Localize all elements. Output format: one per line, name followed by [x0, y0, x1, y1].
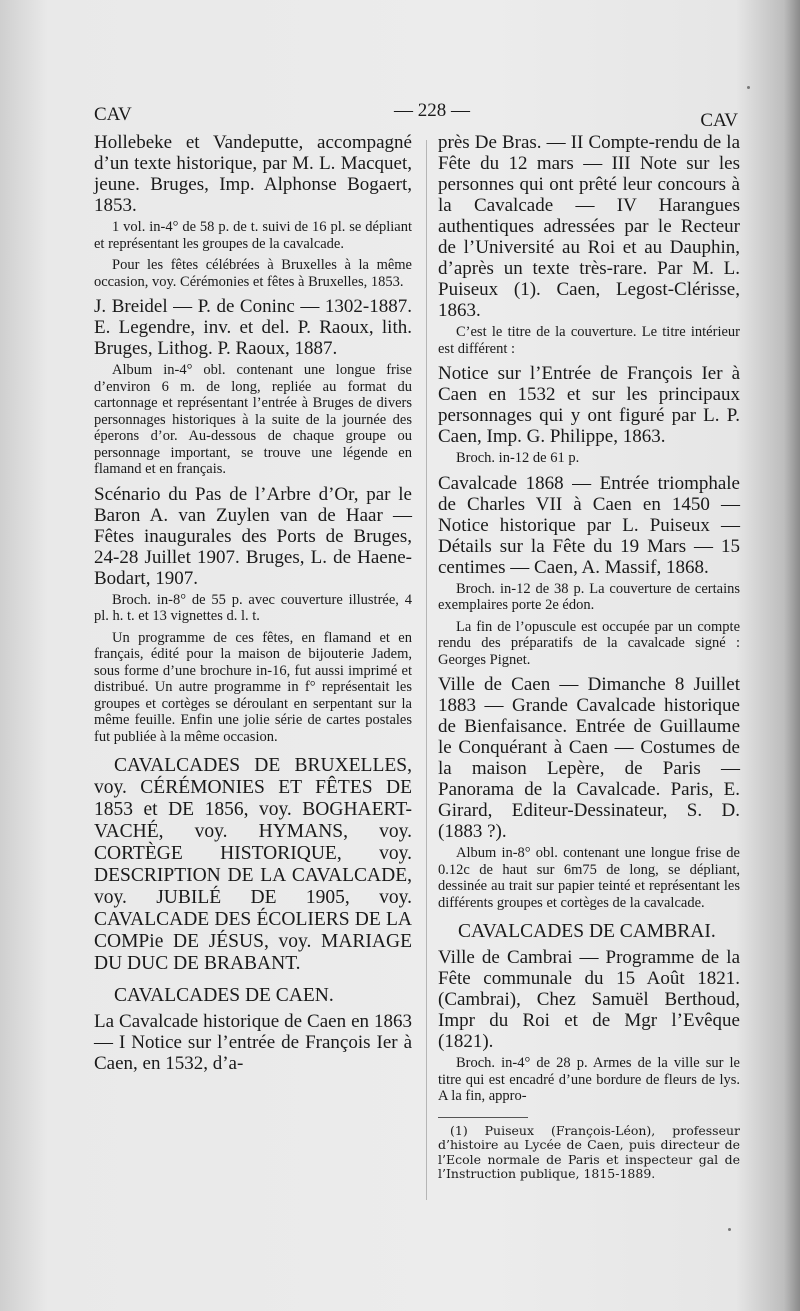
right-column — [438, 132, 740, 1182]
entry-heading: La Cavalcade historique de Caen en 1863 — I Notice sur l’entrée de François Ier à Caen, en 1532, d’a- — [94, 1011, 412, 1074]
entry-note: 1 vol. in-4° de 58 p. de t. suivi de 16 pl. se dépliant et représentant les groupes de la cavalcade. — [94, 219, 412, 252]
entry-note: Album in-8° obl. contenant une longue frise de 0.12c de haut sur 6m75 de long, se dépliant, dessinée au trait sur papier teinté et représentant les différents groupes et cortèges de la cavalcade. — [438, 845, 740, 911]
entry-heading: Ville de Caen — Dimanche 8 Juillet 1883 — Grande Cavalcade historique de Bienfaisance. Entrée de Guillaume le Conquérant à Caen — Costumes de la maison Lepère, de Paris — Panorama de la Cavalcade. Paris, E. Girard, Editeur-Dessinateur, S. D. (1883 ?). — [438, 674, 740, 842]
entry-note: Broch. in-4° de 28 p. Armes de la ville sur le titre qui est encadré d’une bordure de fleurs de lys. A la fin, appro- — [438, 1055, 740, 1104]
entry-note: Broch. in-12 de 61 p. — [456, 450, 580, 466]
entry-cavalcade-1868 — [438, 473, 740, 669]
footnote-rule — [438, 1117, 528, 1118]
entry-note: C’est le titre de la couverture. Le titre intérieur est différent : — [438, 324, 740, 357]
section-heading-caen: CAVALCADES DE CAEN. — [114, 985, 334, 1006]
entry-caen-1883 — [438, 674, 740, 911]
entry-note: Un programme de ces fêtes, en flamand et en français, édité pour la maison de bijouterie Jadem, sous forme d’une brochure in-16, fut aussi imprimé et distribué. Un autre programme in f° représentait les groupes et cortèges se déroulant en serpentant sur la même feuille. Enfin une jolie série de cartes postales fut publiée à la même occasion. — [94, 629, 412, 745]
entry-heading: Hollebeke et Vandeputte, accompagné d’un texte historique, par M. L. Macquet, jeune. Bruges, Imp. Alphonse Bogaert, 1853. — [94, 132, 412, 216]
paper-speck — [728, 1228, 731, 1231]
entry-caen-1863-cont — [438, 132, 740, 357]
section-heading-cambrai: CAVALCADES DE CAMBRAI. — [458, 921, 716, 942]
entry-note: Broch. in-8° de 55 p. avec couverture illustrée, 4 pl. h. t. et 13 vignettes d. l. t. — [94, 591, 412, 624]
entry-heading: Ville de Cambrai — Programme de la Fête communale du 15 Août 1821. (Cambrai), Chez Samuël Berthoud, Impr du Roi et de Mgr l’Evêque (1821). — [438, 947, 740, 1052]
entry-heading: Cavalcade 1868 — Entrée triomphale de Charles VII à Caen en 1450 — Notice historique par L. Puiseux — Détails sur la Fête du 19 Mars — 15 centimes — Caen, A. Massif, 1868. — [438, 472, 740, 578]
entry-heading-continued: près De Bras. — II Compte-rendu de la Fête du 12 mars — III Note sur les personnes qui ont prêté leur concours à la Cavalcade — IV Harangues authentiques adressées par le Recteur de l’Université au Roi et au Dauphin, d’après un texte très-rare. Par M. L. Puiseux (1). Caen, Legost-Clérisse, 1863. — [438, 132, 740, 321]
header-right: CAV — [700, 110, 738, 131]
left-column — [94, 132, 412, 1080]
section-heading-bruxelles: CAVALCADES DE BRUXELLES, voy. CÉRÉMONIES ET FÊTES DE 1853 et DE 1856, voy. BOGHAERT-VACHÉ, voy. HYMANS, voy. CORTÈGE HISTORIQUE, voy. DESCRIPTION DE LA CAVALCADE, voy. JUBILÉ DE 1905, voy. CAVALCADE DES ÉCOLIERS DE LA COMPie DE JÉSUS, voy. MARIAGE DU DUC DE BRABANT. — [94, 755, 412, 974]
entry-arbre-dor — [94, 484, 412, 746]
entry-notice-francois — [438, 363, 740, 467]
entry-note: Album in-4° obl. contenant une longue frise d’environ 6 m. de long, repliée au format du cartonnage et représentant l’entrée à Bruges de divers personnages historiques à la suite de la journée des éperons d’or. Au-dessous de chaque groupe ou personnage important, se trouve une légende en flamand et en français. — [94, 362, 412, 477]
footnote: (1) Puiseux (François-Léon), professeur d’histoire au Lycée de Caen, puis directeur de l’Ecole normale de Paris et inspecteur gal de l’Instruction publique, 1815-1889. — [438, 1122, 740, 1181]
entry-cambrai-1821 — [438, 947, 740, 1105]
entry-heading: Scénario du Pas de l’Arbre d’Or, par le Baron A. van Zuylen van de Haar — Fêtes inaugurales des Ports de Bruges, 24-28 Juillet 1907. Bruges, L. de Haene-Bodart, 1907. — [94, 483, 412, 589]
entry-heading: J. Breidel — P. de Coninc — 1302-1887. E. Legendre, inv. et del. P. Raoux, lith. Bruges, Lithog. P. Raoux, 1887. — [94, 296, 412, 359]
paper-speck — [747, 86, 750, 89]
entry-note: La fin de l’opuscule est occupée par un compte rendu des préparatifs de la cavalcade signé : Georges Pignet. — [438, 618, 740, 668]
entry-caen-1863 — [94, 1011, 412, 1074]
running-header — [94, 100, 738, 132]
column-divider — [426, 140, 427, 1200]
page-number: — 228 — — [394, 100, 470, 121]
header-left: CAV — [94, 104, 132, 125]
entry-note: Broch. in-12 de 38 p. La couverture de certains exemplaires porte 2e édon. — [438, 580, 740, 613]
entry-heading: Notice sur l’Entrée de François Ier à Caen en 1532 et sur les principaux personnages qui y ont figuré par L. P. Caen, Imp. G. Philippe, 1863. — [438, 363, 740, 447]
entry-note: Pour les fêtes célébrées à Bruxelles à la même occasion, voy. Cérémonies et fêtes à Bruxelles, 1853. — [94, 257, 412, 290]
entry-breidel-coninc — [94, 296, 412, 478]
entry-bruges-1853 — [94, 132, 412, 290]
